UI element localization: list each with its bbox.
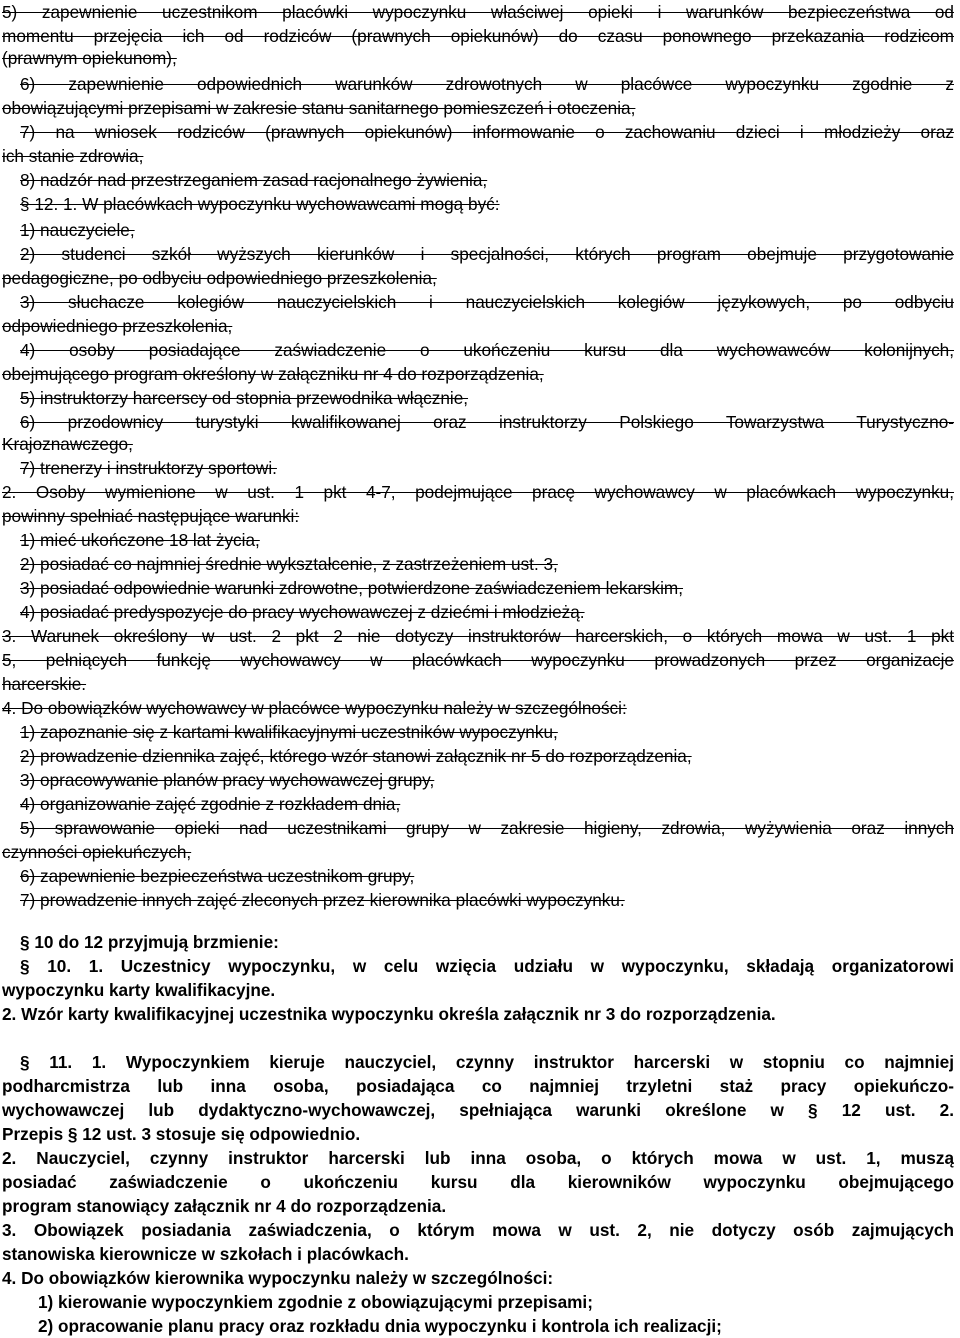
text-line: 5, pełniących funkcję wychowawcy w placówkach wypoczynku prowadzonych przez organizacje xyxy=(2,650,954,670)
text-line: podharcmistrza lub inna osoba, posiadająca co najmniej trzyletni staż pracy opiekuńczo- xyxy=(2,1076,954,1096)
text-line: 6) zapewnienie odpowiednich warunków zdrowotnych w placówce wypoczynku zgodnie z xyxy=(20,74,954,94)
text-line: wychowawczej lub dydaktyczno-wychowawczej, spełniająca warunki określone w § 12 ust. 2. xyxy=(2,1100,954,1120)
text-line: obejmującego program określony w załączniku nr 4 do rozporządzenia, xyxy=(2,364,544,384)
text-line: odpowiedniego przeszkolenia, xyxy=(2,316,233,336)
text-line: 3. Warunek określony w ust. 2 pkt 2 nie dotyczy instruktorów harcerskich, o których mowa w ust. 1 pkt xyxy=(2,626,954,646)
text-line: 2) posiadać co najmniej średnie wykształcenie, z zastrzeżeniem ust. 3, xyxy=(20,554,558,574)
text-line: momentu przejęcia ich od rodziców (prawnych opiekunów) do czasu ponownego przekazania rodzicom xyxy=(2,26,954,46)
text-line: 3) opracowywanie planów pracy wychowawczej grupy, xyxy=(20,770,435,790)
text-line: § 10. 1. Uczestnicy wypoczynku, w celu wzięcia udziału w wypoczynku, składają organizatorowi xyxy=(20,956,954,976)
text-line: 3) posiadać odpowiednie warunki zdrowotne, potwierdzone zaświadczeniem lekarskim, xyxy=(20,578,684,598)
text-line: 1) nauczyciele, xyxy=(20,220,135,240)
text-line: wypoczynku karty kwalifikacyjne. xyxy=(2,980,276,1000)
text-line: 7) prowadzenie innych zajęć zleconych przez kierownika placówki wypoczynku. xyxy=(20,890,625,910)
text-line: 1) zapoznanie się z kartami kwalifikacyjnymi uczestników wypoczynku, xyxy=(20,722,558,742)
text-line: 2. Wzór karty kwalifikacyjnej uczestnika wypoczynku określa załącznik nr 3 do rozporządzenia. xyxy=(2,1004,776,1024)
text-line: obowiązującymi przepisami w zakresie stanu sanitarnego pomieszczeń i otoczenia, xyxy=(2,98,636,118)
text-line: 2) opracowanie planu pracy oraz rozkładu dnia wypoczynku i kontrola ich realizacji; xyxy=(38,1316,722,1336)
text-line: 7) trenerzy i instruktorzy sportowi. xyxy=(20,458,277,478)
text-line: 2. Nauczyciel, czynny instruktor harcerski lub inna osoba, o których mowa w ust. 1, muszą xyxy=(2,1148,954,1168)
text-line: Krajoznawczego, xyxy=(2,434,133,454)
text-line: 8) nadzór nad przestrzeganiem zasad racjonalnego żywienia, xyxy=(20,170,488,190)
text-line: § 11. 1. Wypoczynkiem kieruje nauczyciel, czynny instruktor harcerski w stopniu co najmniej xyxy=(20,1052,954,1072)
text-line: stanowiska kierownicze w szkołach i placówkach. xyxy=(2,1244,409,1264)
text-line: 5) zapewnienie uczestnikom placówki wypoczynku właściwej opieki i warunków bezpieczeństwa od xyxy=(2,2,954,22)
text-line: 3) słuchacze kolegiów nauczycielskich i nauczycielskich kolegiów językowych, po odbyciu xyxy=(20,292,954,312)
text-line: 4) organizowanie zajęć zgodnie z rozkładem dnia, xyxy=(20,794,401,814)
section-heading: § 10 do 12 przyjmują brzmienie: xyxy=(20,932,279,952)
text-line: 4. Do obowiązków kierownika wypoczynku należy w szczególności: xyxy=(2,1268,554,1288)
text-line: 3. Obowiązek posiadania zaświadczenia, o którym mowa w ust. 2, nie dotyczy osób zajmujących xyxy=(2,1220,954,1240)
text-line: ich stanie zdrowia, xyxy=(2,146,144,166)
text-line: 2) prowadzenie dziennika zajęć, którego wzór stanowi załącznik nr 5 do rozporządzenia, xyxy=(20,746,692,766)
text-line: posiadać zaświadczenie o ukończeniu kursu dla kierowników wypoczynku obejmującego xyxy=(2,1172,954,1192)
text-line: 4) posiadać predyspozycje do pracy wychowawczej z dziećmi i młodzieżą. xyxy=(20,602,585,622)
text-line: 6) przodownicy turystyki kwalifikowanej oraz instruktorzy Polskiego Towarzystwa Turystyczno- xyxy=(20,412,954,432)
text-line: 2. Osoby wymienione w ust. 1 pkt 4-7, podejmujące pracę wychowawcy w placówkach wypoczynku, xyxy=(2,482,954,502)
text-line: czynności opiekuńczych, xyxy=(2,842,192,862)
text-line: 6) zapewnienie bezpieczeństwa uczestnikom grupy, xyxy=(20,866,415,886)
text-line: 5) sprawowanie opieki nad uczestnikami grupy w zakresie higieny, zdrowia, wyżywienia oraz innych xyxy=(20,818,954,838)
text-line: program stanowiący załącznik nr 4 do rozporządzenia. xyxy=(2,1196,447,1216)
text-line: 2) studenci szkół wyższych kierunków i specjalności, których program obejmuje przygotowanie xyxy=(20,244,954,264)
text-line: powinny spełniać następujące warunki: xyxy=(2,506,300,526)
text-line: pedagogiczne, po odbyciu odpowiedniego przeszkolenia, xyxy=(2,268,437,288)
text-line: 1) mieć ukończone 18 lat życia, xyxy=(20,530,260,550)
text-line: harcerskie. xyxy=(2,674,87,694)
text-line: (prawnym opiekunom), xyxy=(2,48,177,68)
text-line: 4) osoby posiadające zaświadczenie o ukończeniu kursu dla wychowawców kolonijnych, xyxy=(20,340,954,360)
text-line: § 12. 1. W placówkach wypoczynku wychowawcami mogą być: xyxy=(20,194,500,214)
text-line: 5) instruktorzy harcerscy od stopnia przewodnika włącznie, xyxy=(20,388,469,408)
text-line: 7) na wniosek rodziców (prawnych opiekunów) informowanie o zachowaniu dzieci i młodzieży oraz xyxy=(20,122,954,142)
text-line: Przepis § 12 ust. 3 stosuje się odpowiednio. xyxy=(2,1124,361,1144)
text-line: 4. Do obowiązków wychowawcy w placówce wypoczynku należy w szczególności: xyxy=(2,698,627,718)
text-line: 1) kierowanie wypoczynkiem zgodnie z obowiązującymi przepisami; xyxy=(38,1292,593,1312)
